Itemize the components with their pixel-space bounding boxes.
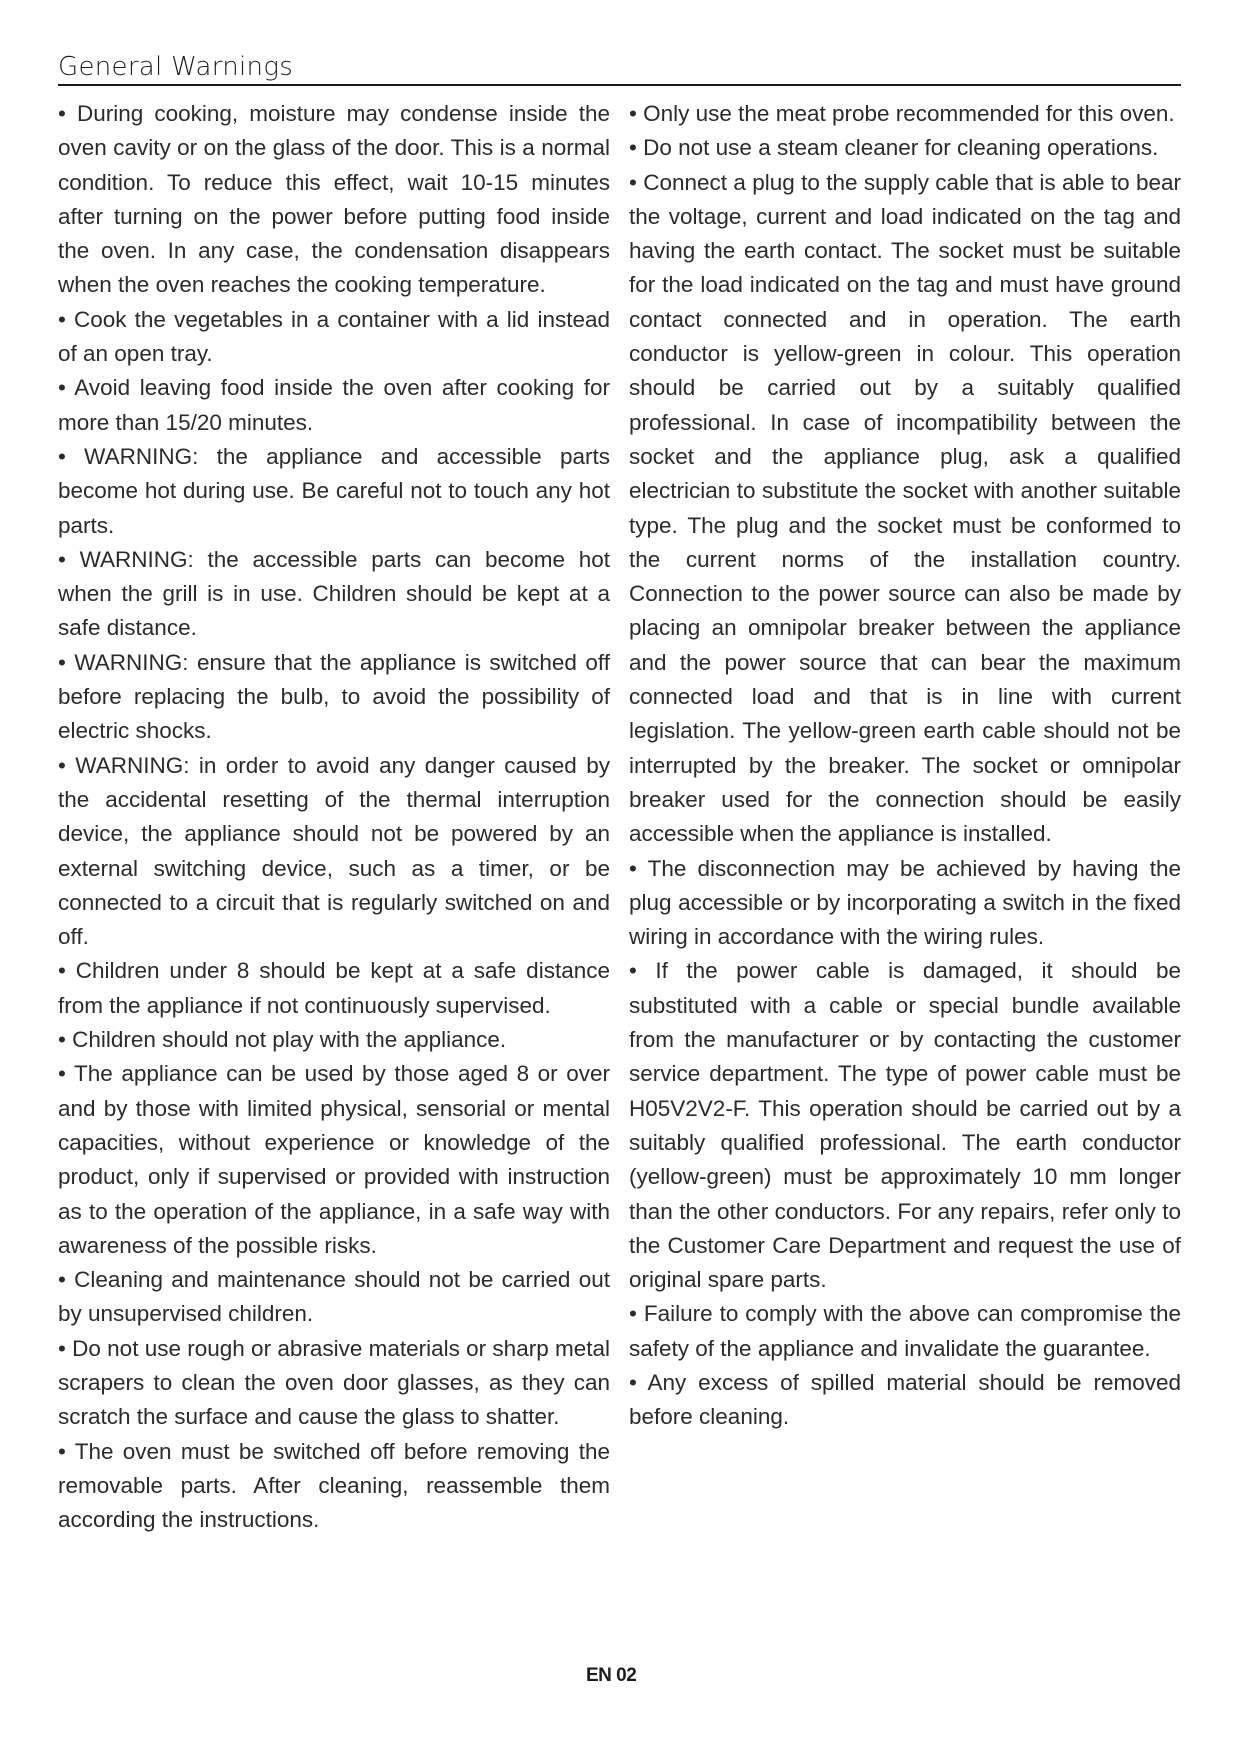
warning-item: • Failure to comply with the above can compromise the safety of the appliance and invalidate the guarantee.	[629, 1301, 1181, 1361]
warning-item: • The disconnection may be achieved by having the plug accessible or by incorporating a switch in the fixed wiring in accordance with the wiring rules.	[629, 855, 1181, 950]
warning-item: • Avoid leaving food inside the oven after cooking for more than 15/20 minutes.	[58, 375, 610, 435]
page-title: General Warnings	[58, 52, 294, 82]
warning-item: • Cleaning and maintenance should not be carried out by unsupervised children.	[58, 1267, 610, 1327]
warning-item: • Do not use a steam cleaner for cleaning operations.	[629, 135, 1159, 161]
warning-item: • During cooking, moisture may condense inside the oven cavity or on the glass of the door. This is a normal condition. To reduce this effect, wait 10-15 minutes after turning on the power before putting food inside the oven. In any case, the condensation disappears when the oven reaches the cooking temperature.	[58, 101, 610, 298]
warning-item: • Any excess of spilled material should be removed before cleaning.	[629, 1369, 1181, 1430]
warning-item: • WARNING: the appliance and accessible parts become hot during use. Be careful not to touch any hot parts.	[58, 443, 610, 538]
warning-item: • Children should not play with the appliance.	[58, 1027, 507, 1053]
warning-item: • Do not use rough or abrasive materials or sharp metal scrapers to clean the oven door glasses, as they can scratch the surface and cause the glass to shatter.	[58, 1335, 610, 1430]
page-number: EN 02	[586, 1665, 637, 1686]
left-column	[58, 97, 610, 1537]
warning-item: • The appliance can be used by those aged 8 or over and by those with limited physical, sensorial or mental capacities, without experience or knowledge of the product, only if supervised or provided with instruction as to the operation of the appliance, in a safe way with awareness of the possible risks.	[58, 1061, 610, 1258]
title-divider	[58, 84, 1181, 86]
warning-item: • Connect a plug to the supply cable that is able to bear the voltage, current and load indicated on the tag and having the earth contact. The socket must be suitable for the load indicated on the tag and must have ground contact connected and in operation. The earth conductor is yellow-green in colour. This operation should be carried out by a suitably qualified professional. In case of incompatibility between the socket and the appliance plug, ask a qualified electrician to substitute the socket with another suitable type. The plug and the socket must be conformed to the current norms of the installation country. Connection to the power source can also be made by placing an omnipolar breaker between the appliance and the power source that can bear the maximum connected load and that is in line with current legislation. The yellow-green earth cable should not be interrupted by the breaker. The socket or omnipolar breaker used for the connection should be easily accessible when the appliance is installed.	[629, 169, 1181, 847]
warning-item: • Children under 8 should be kept at a safe distance from the appliance if not continuously supervised.	[58, 958, 610, 1018]
warning-item: • WARNING: ensure that the appliance is switched off before replacing the bulb, to avoid the possibility of electric shocks.	[58, 649, 610, 744]
warning-item: • If the power cable is damaged, it should be substituted with a cable or special bundle available from the manufacturer or by contacting the customer service department. The type of power cable must be H05V2V2-F. This operation should be carried out by a suitably qualified professional. The earth conductor (yellow-green) must be approximately 10 mm longer than the other conductors. For any repairs, refer only to the Customer Care Department and request the use of original spare parts.	[629, 958, 1181, 1293]
warning-item: • The oven must be switched off before removing the removable parts. After cleaning, reassemble them according the instructions.	[58, 1438, 610, 1533]
warning-item: • WARNING: in order to avoid any danger caused by the accidental resetting of the thermal interruption device, the appliance should not be powered by an external switching device, such as a timer, or be connected to a circuit that is regularly switched on and off.	[58, 752, 610, 950]
right-column	[629, 97, 1181, 1435]
warning-item: • WARNING: the accessible parts can become hot when the grill is in use. Children should be kept at a safe distance.	[58, 546, 610, 641]
warning-item: • Only use the meat probe recommended for this oven.	[629, 101, 1175, 126]
warning-item: • Cook the vegetables in a container with a lid instead of an open tray.	[58, 306, 610, 367]
